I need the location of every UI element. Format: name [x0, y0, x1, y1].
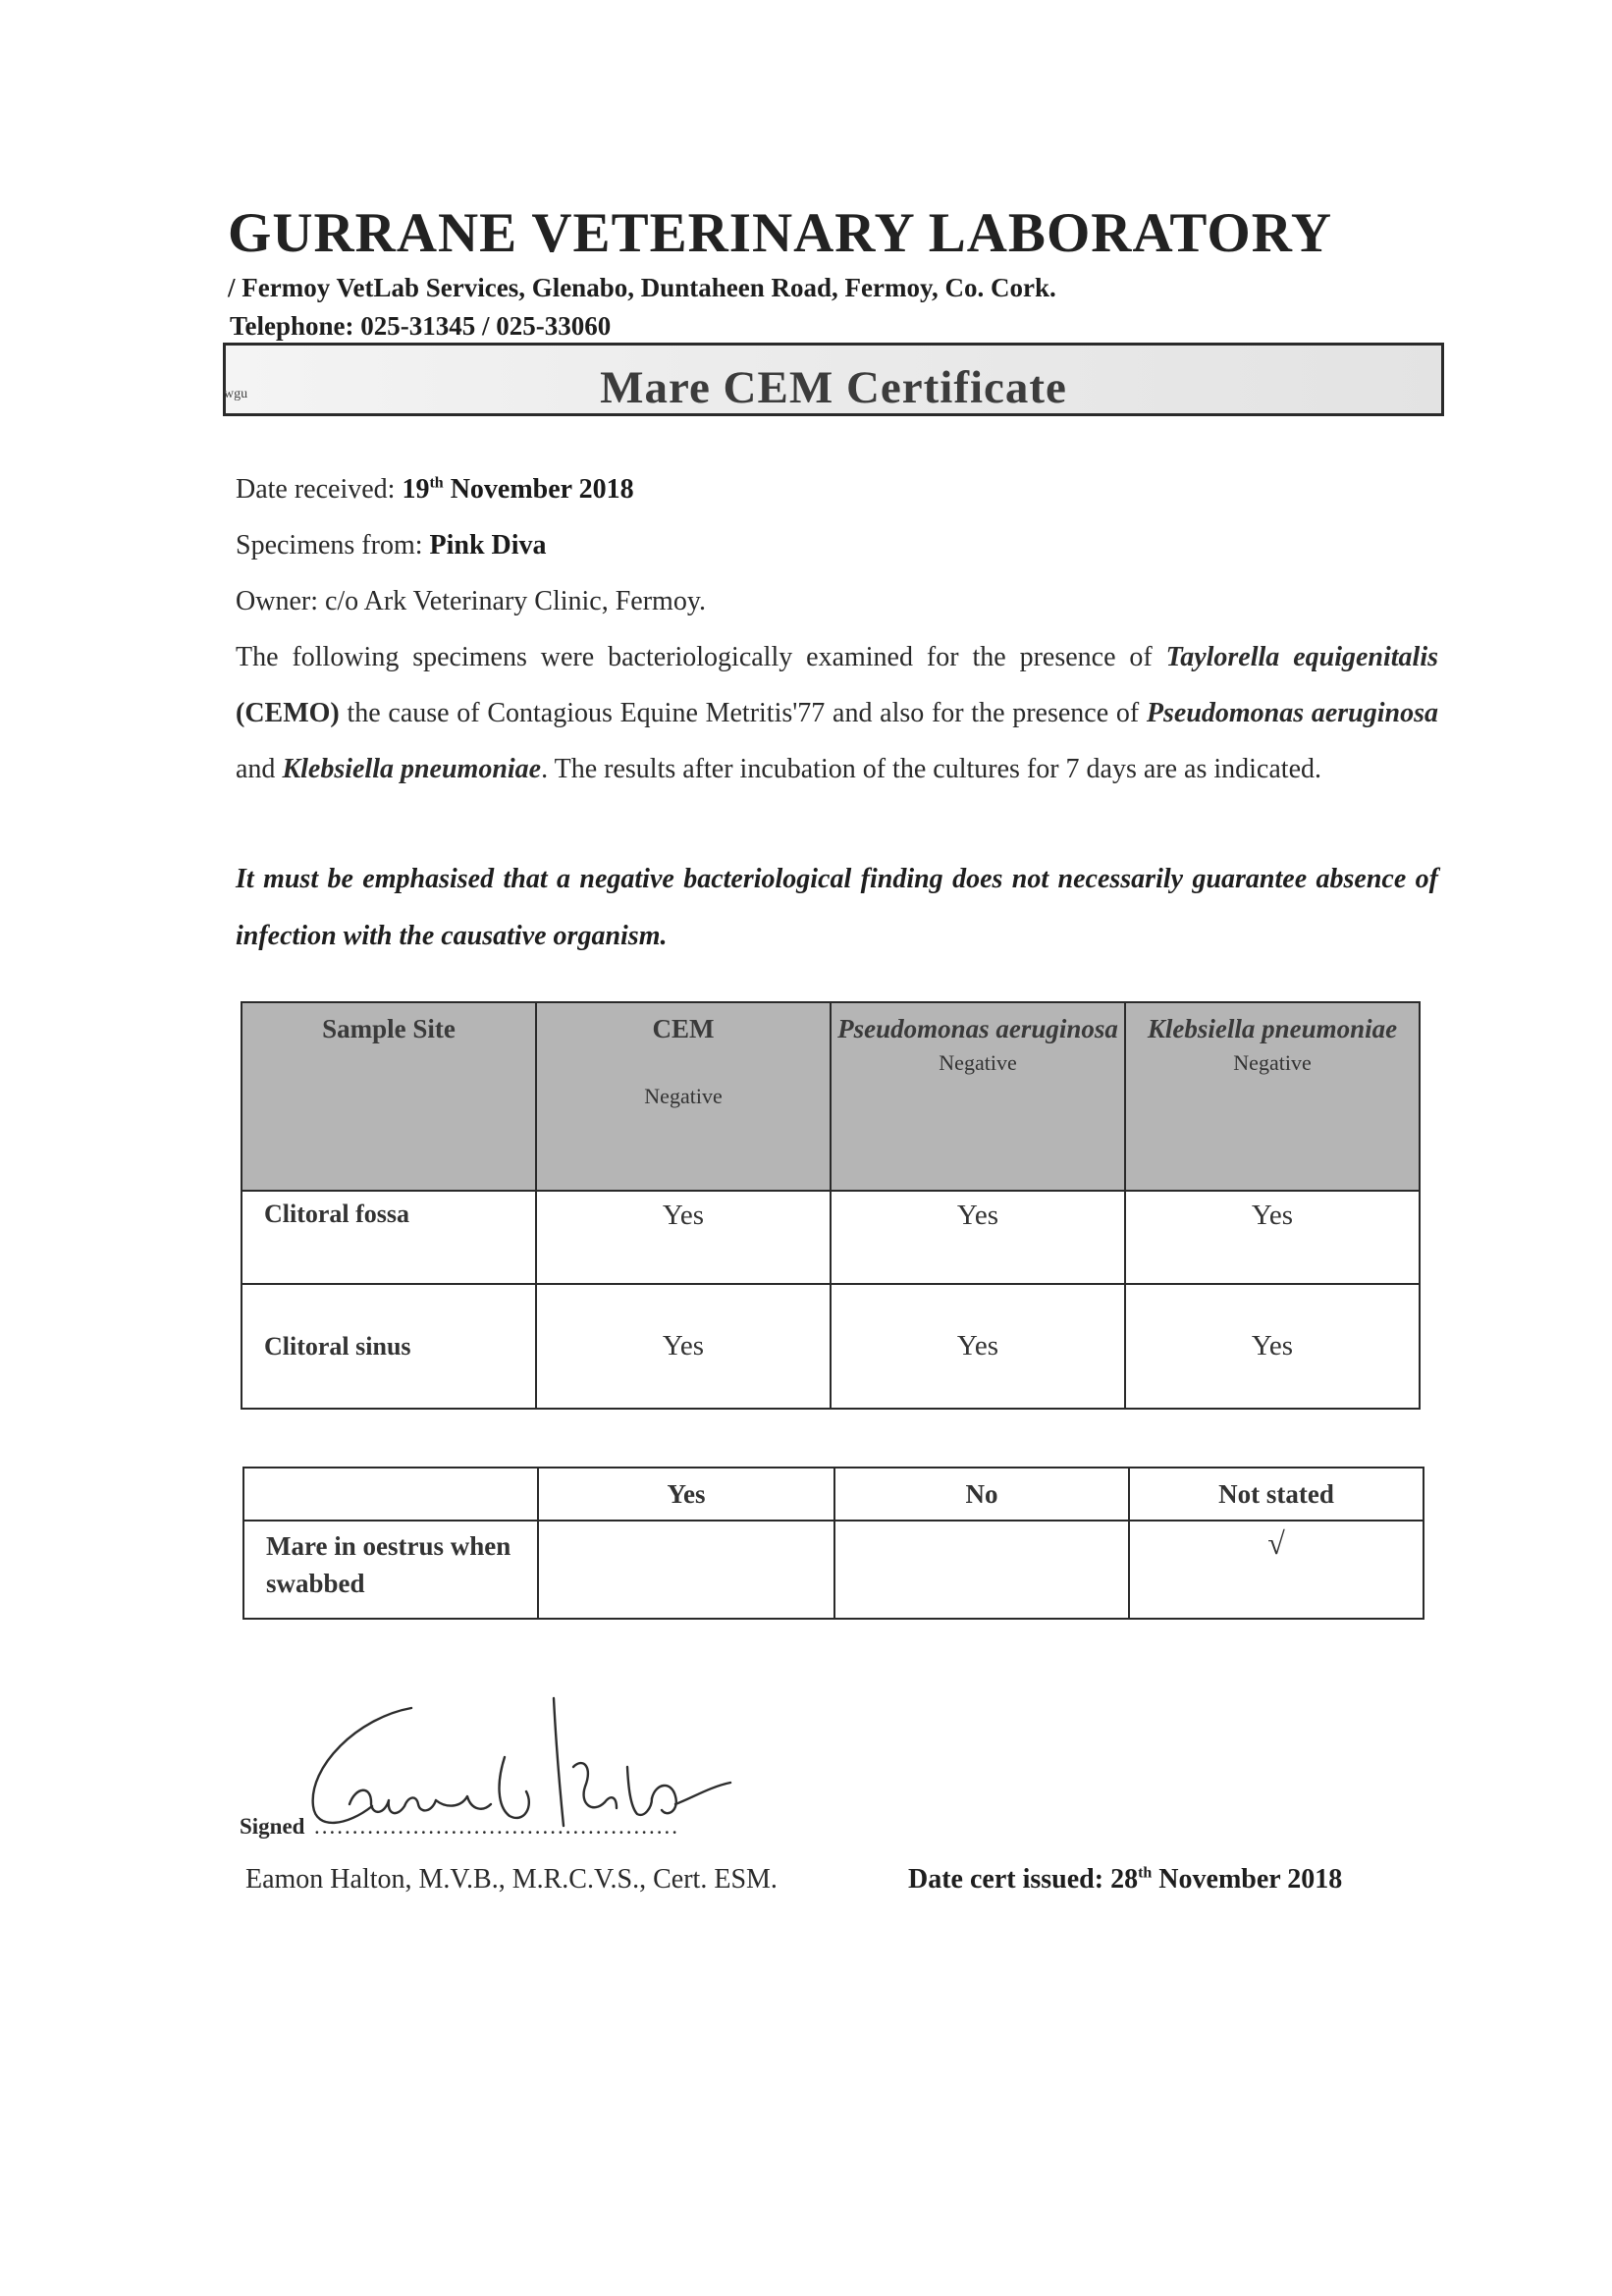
date-received-line [236, 474, 634, 506]
signature-dotted-line: ................................................ [314, 1814, 679, 1839]
header-pseudomonas: Pseudomonas aeruginosa Negative [831, 1002, 1125, 1191]
signatory-name: Eamon Halton, M.V.B., M.R.C.V.S., Cert. ESM. [245, 1864, 778, 1895]
results-header-row [242, 1002, 1420, 1191]
organism-pseudomonas: Pseudomonas aeruginosa [1146, 698, 1439, 728]
header-sample-site: Sample Site [242, 1002, 536, 1191]
date-cert-issued [908, 1864, 1342, 1896]
disclaimer-text: It must be emphasised that a negative bacteriological finding does not necessarily guarantee absence of infection with the causative organism. [236, 864, 1438, 951]
specimens-line [236, 530, 547, 561]
cem-result-cell: Yes [536, 1284, 831, 1409]
results-table [241, 1001, 1421, 1410]
laboratory-telephone: Telephone: 025-31345 / 025-33060 [230, 311, 612, 341]
header-klebsiella: Klebsiella pneumoniae Negative [1125, 1002, 1420, 1191]
organism-taylorella: Taylorella equigenitalis [1165, 642, 1438, 672]
sample-site-cell: Clitoral sinus [242, 1284, 536, 1409]
klebsiella-result-cell: Yes [1125, 1284, 1420, 1409]
title-box-mark: wgu [224, 387, 248, 401]
certificate-title-box [223, 343, 1444, 416]
specimens-value: Pink Diva [429, 530, 547, 561]
laboratory-name: GURRANE VETERINARY LABORATORY [228, 202, 1333, 264]
signed-label: Signed [240, 1814, 305, 1839]
date-received-label: Date received: [236, 474, 396, 505]
sample-site-cell: Clitoral fossa [242, 1191, 536, 1284]
certificate-title: Mare CEM Certificate [600, 362, 1067, 413]
cem-result-cell: Yes [536, 1191, 831, 1284]
oestrus-table [242, 1467, 1424, 1620]
oestrus-header-blank [243, 1468, 538, 1521]
header-cem: CEM Negative [536, 1002, 831, 1191]
organism-klebsiella: Klebsiella pneumoniae [282, 754, 542, 784]
oestrus-not-stated-tick: √ [1129, 1521, 1424, 1619]
oestrus-header-no: No [834, 1468, 1129, 1521]
date-issued-value: 28th November 2018 [1110, 1864, 1343, 1895]
table-row [243, 1521, 1424, 1619]
date-issued-label: Date cert issued: [908, 1864, 1104, 1895]
examination-paragraph: The following specimens were bacteriologically examined for the presence of Taylorella equigenitalis (CEMO) the cause of Contagious Equine Metritis'77 and also for the presence of Pseudomonas aeruginosa and Klebsiella pneumoniae. The results after incubation of the cultures for 7 days are as indicated. [236, 642, 1439, 784]
oestrus-header-yes: Yes [538, 1468, 834, 1521]
owner-line: Owner: c/o Ark Veterinary Clinic, Fermoy. [236, 586, 707, 616]
specimens-label: Specimens from: [236, 530, 423, 561]
date-received-value: 19th November 2018 [402, 474, 634, 505]
oestrus-no-cell [834, 1521, 1129, 1619]
oestrus-yes-cell [538, 1521, 834, 1619]
oestrus-header-row [243, 1468, 1424, 1521]
laboratory-address: / Fermoy VetLab Services, Glenabo, Duntaheen Road, Fermoy, Co. Cork. [228, 273, 1056, 302]
pseudomonas-result-cell: Yes [831, 1191, 1125, 1284]
oestrus-header-not-stated: Not stated [1129, 1468, 1424, 1521]
table-row [242, 1284, 1420, 1409]
table-row [242, 1191, 1420, 1284]
klebsiella-result-cell: Yes [1125, 1191, 1420, 1284]
pseudomonas-result-cell: Yes [831, 1284, 1125, 1409]
oestrus-row-label: Mare in oestrus when swabbed [243, 1521, 538, 1619]
